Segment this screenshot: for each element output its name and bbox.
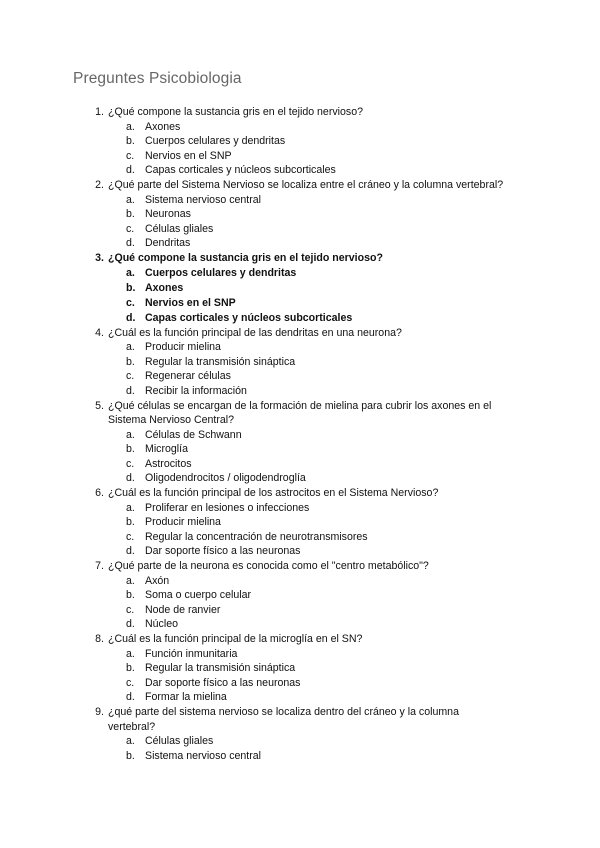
option-letter: b. <box>126 208 135 221</box>
question-text: ¿Cuál es la función principal de los astrocitos en el Sistema Nervioso? <box>108 487 439 500</box>
option-letter: a. <box>126 574 135 587</box>
option-text: Formar la mielina <box>145 691 227 704</box>
answer-option <box>108 501 600 516</box>
option-letter: c. <box>126 530 135 543</box>
question-text: ¿Qué células se encargan de la formación de mielina para cubrir los axones en el <box>108 399 492 412</box>
option-letter: a. <box>126 647 135 660</box>
answer-option <box>108 134 600 149</box>
answer-option <box>108 193 600 208</box>
option-text: Dar soporte físico a las neuronas <box>145 545 301 558</box>
option-text: Células gliales <box>145 735 214 748</box>
option-text: Función inmunitaria <box>145 647 238 660</box>
question-text: ¿Cuál es la función principal de las dendritas en una neurona? <box>108 326 402 339</box>
option-letter: a. <box>126 193 135 206</box>
option-text: Capas corticales y núcleos subcorticales <box>145 164 336 177</box>
answer-option <box>108 515 600 530</box>
option-letter: d. <box>126 384 135 397</box>
answer-option <box>108 120 600 135</box>
answer-option <box>108 236 600 251</box>
option-letter: d. <box>126 237 135 250</box>
answer-option <box>108 603 600 618</box>
option-text: Nervios en el SNP <box>145 296 236 309</box>
answer-option <box>108 266 600 281</box>
question-number: 4. <box>95 326 104 339</box>
question-number: 2. <box>95 178 104 191</box>
option-text: Axón <box>145 574 170 587</box>
option-letter: b. <box>126 443 135 456</box>
option-text: Dendritas <box>145 237 191 250</box>
option-text: Cuerpos celulares y dendritas <box>145 135 286 148</box>
question-number: 7. <box>95 560 104 573</box>
answer-option <box>108 617 600 632</box>
answer-option <box>108 369 600 384</box>
answer-option <box>108 544 600 559</box>
answer-option <box>108 222 600 237</box>
answer-option <box>108 661 600 676</box>
option-letter: d. <box>126 164 135 177</box>
option-letter: d. <box>126 545 135 558</box>
question-item <box>0 632 600 705</box>
option-list <box>108 120 600 178</box>
option-list <box>108 734 600 763</box>
option-text: Producir mielina <box>145 516 221 529</box>
answer-option <box>108 734 600 749</box>
option-letter: b. <box>126 355 135 368</box>
option-letter: c. <box>126 603 135 616</box>
answer-option <box>108 676 600 691</box>
answer-option <box>108 690 600 705</box>
question-header <box>95 251 600 266</box>
option-letter: b. <box>126 662 135 675</box>
question-text: ¿Qué compone la sustancia gris en el tejido nervioso? <box>108 106 363 118</box>
option-text: Sistema nervioso central <box>145 193 261 206</box>
answer-option <box>108 340 600 355</box>
option-letter: c. <box>126 222 135 235</box>
option-text: Microglía <box>145 443 188 456</box>
answer-option <box>108 574 600 589</box>
option-text: Sistema nervioso central <box>145 749 261 762</box>
question-number: 1. <box>95 106 104 118</box>
question-list <box>0 105 600 763</box>
option-text: Oligodendrocitos / oligodendroglía <box>145 472 306 485</box>
option-text: Proliferar en lesiones o infecciones <box>145 501 310 514</box>
option-letter: d. <box>126 691 135 704</box>
option-list <box>108 574 600 632</box>
option-letter: c. <box>126 370 135 383</box>
document-title: Preguntes Psicobiologia <box>73 70 242 87</box>
option-text: Neuronas <box>145 208 191 221</box>
question-item <box>0 178 600 251</box>
question-item <box>0 326 600 399</box>
option-letter: d. <box>126 618 135 631</box>
question-header <box>95 486 600 501</box>
question-number: 6. <box>95 487 104 500</box>
option-text: Soma o cuerpo celular <box>145 589 251 602</box>
answer-option <box>108 281 600 296</box>
option-text: Regenerar células <box>145 370 231 383</box>
option-letter: c. <box>126 676 135 689</box>
option-letter: b. <box>126 749 135 762</box>
answer-option <box>108 149 600 164</box>
option-letter: c. <box>126 457 135 470</box>
option-letter: b. <box>126 135 135 148</box>
option-list <box>108 193 600 251</box>
question-header <box>95 632 600 647</box>
option-text: Axones <box>145 281 184 294</box>
answer-option <box>108 471 600 486</box>
option-letter: b. <box>126 516 135 529</box>
answer-option <box>108 457 600 472</box>
option-letter: c. <box>126 296 135 309</box>
question-number: 9. <box>95 705 104 718</box>
option-text: Capas corticales y núcleos subcorticales <box>145 311 353 324</box>
question-number: 8. <box>95 633 104 645</box>
answer-option <box>108 749 600 764</box>
option-text: Nervios en el SNP <box>145 149 232 162</box>
answer-option <box>108 442 600 457</box>
option-text: Cuerpos celulares y dendritas <box>145 266 297 279</box>
answer-option <box>108 355 600 370</box>
option-text: Node de ranvier <box>145 603 221 616</box>
option-text: Regular la transmisión sináptica <box>145 355 296 368</box>
question-header <box>95 705 600 734</box>
question-item <box>0 399 600 487</box>
option-list <box>108 340 600 398</box>
question-header <box>95 105 600 120</box>
answer-option <box>108 163 600 178</box>
option-list <box>108 428 600 486</box>
option-text: Células de Schwann <box>145 428 242 441</box>
option-text: Recibir la información <box>145 384 247 397</box>
question-text: ¿qué parte del sistema nervioso se localiza dentro del cráneo y la columna <box>108 705 459 718</box>
question-number: 3. <box>95 251 104 264</box>
question-text: ¿Cuál es la función principal de la microglía en el SN? <box>108 633 363 645</box>
option-text: Células gliales <box>145 222 214 235</box>
question-header <box>95 326 600 341</box>
option-letter: a. <box>126 428 135 441</box>
option-text: Regular la transmisión sináptica <box>145 662 296 675</box>
option-text: Dar soporte físico a las neuronas <box>145 676 301 689</box>
option-text: Axones <box>145 120 181 133</box>
option-letter: d. <box>126 472 135 485</box>
question-header <box>95 178 600 193</box>
question-text: ¿Qué compone la sustancia gris en el tejido nervioso? <box>108 251 383 264</box>
option-letter: a. <box>126 735 135 748</box>
answer-option <box>108 311 600 326</box>
option-text: Núcleo <box>145 618 178 631</box>
option-letter: b. <box>126 281 136 294</box>
option-letter: a. <box>126 341 135 354</box>
answer-option <box>108 296 600 311</box>
option-list <box>108 501 600 559</box>
answer-option <box>108 588 600 603</box>
question-header <box>95 559 600 574</box>
option-letter: d. <box>126 311 136 324</box>
question-number: 5. <box>95 399 104 412</box>
option-list <box>108 266 600 326</box>
option-text: Producir mielina <box>145 341 221 354</box>
option-letter: b. <box>126 589 135 602</box>
option-letter: a. <box>126 120 135 133</box>
question-item <box>0 559 600 632</box>
option-text: Astrocitos <box>145 457 192 470</box>
question-item <box>0 705 600 763</box>
option-list <box>108 647 600 705</box>
option-letter: a. <box>126 266 135 279</box>
question-header <box>95 399 600 428</box>
answer-option <box>108 647 600 662</box>
answer-option <box>108 428 600 443</box>
answer-option <box>108 207 600 222</box>
answer-option <box>108 530 600 545</box>
option-letter: a. <box>126 501 135 514</box>
question-text-continued: Sistema Nervioso Central? <box>108 414 234 427</box>
question-text: ¿Qué parte del Sistema Nervioso se localiza entre el cráneo y la columna vertebral? <box>108 178 504 191</box>
question-item <box>0 251 600 326</box>
question-text: ¿Qué parte de la neurona es conocida como el "centro metabólico"? <box>108 560 429 573</box>
option-letter: c. <box>126 149 135 162</box>
question-text-continued: vertebral? <box>108 720 156 733</box>
question-item <box>0 105 600 178</box>
option-text: Regular la concentración de neurotransmisores <box>145 530 368 543</box>
answer-option <box>108 384 600 399</box>
question-item <box>0 486 600 559</box>
